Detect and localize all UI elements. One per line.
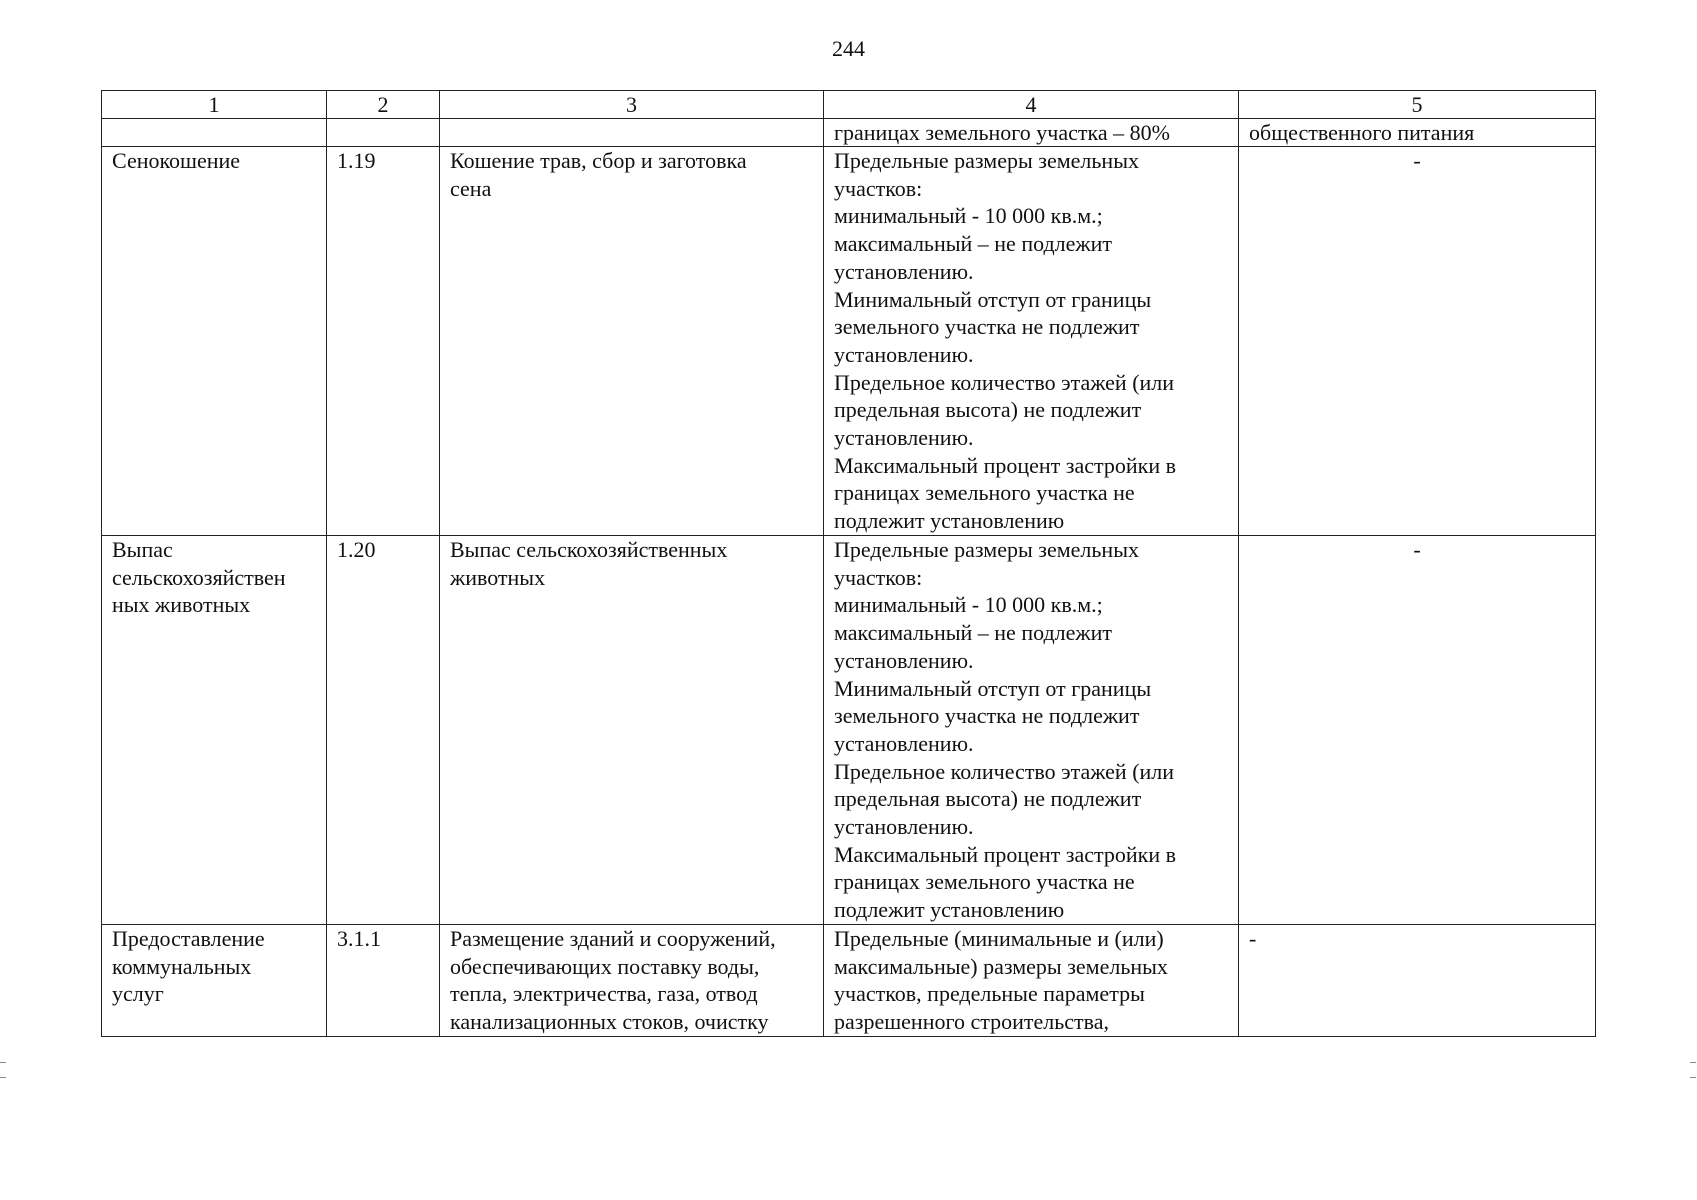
header-cell-4: 4 <box>824 91 1239 119</box>
left-margin-mark <box>0 1062 6 1078</box>
land-use-parameters: Предельные размеры земельных участков: минимальный - 10 000 кв.м.; максимальный – не подлежит установлению. Минимальный отступ от границы земельного участка не подлежит установлению. Предельное количество этажей (или предельная высота) не подлежит установлению. Максимальный процент застройки в границах земельного участка не подлежит установлению <box>824 536 1239 925</box>
land-use-description: Выпас сельскохозяйственных животных <box>440 536 824 925</box>
land-use-parameters: Предельные (минимальные и (или) максимальные) размеры земельных участков, предельные параметры разрешенного строительства, <box>824 925 1239 1037</box>
right-margin-mark <box>1690 1062 1696 1078</box>
header-cell-2: 2 <box>327 91 440 119</box>
continuation-cell-name <box>102 119 327 147</box>
land-use-parameters: Предельные размеры земельных участков: минимальный - 10 000 кв.м.; максимальный – не подлежит установлению. Минимальный отступ от границы земельного участка не подлежит установлению. Предельное количество этажей (или предельная высота) не подлежит установлению. Максимальный процент застройки в границах земельного участка не подлежит установлению <box>824 147 1239 536</box>
continuation-cell-parameters: границах земельного участка – 80% <box>824 119 1239 147</box>
continuation-row <box>102 119 1596 147</box>
land-use-code: 1.19 <box>327 147 440 536</box>
continuation-cell-code <box>327 119 440 147</box>
land-use-name: Сенокошение <box>102 147 327 536</box>
land-use-name: Предоставление коммунальных услуг <box>102 925 327 1037</box>
land-use-restrictions: - <box>1239 147 1596 536</box>
table-row <box>102 925 1596 1037</box>
table-row <box>102 147 1596 536</box>
table-header-row <box>102 91 1596 119</box>
continuation-cell-restrictions: общественного питания <box>1239 119 1596 147</box>
page-number: 244 <box>832 36 865 61</box>
land-use-description: Размещение зданий и сооружений, обеспечивающих поставку воды, тепла, электричества, газа, отвод канализационных стоков, очистку <box>440 925 824 1037</box>
land-use-code: 3.1.1 <box>327 925 440 1037</box>
continuation-cell-description <box>440 119 824 147</box>
land-use-name: Выпас сельскохозяйствен ных животных <box>102 536 327 925</box>
land-use-restrictions: - <box>1239 536 1596 925</box>
land-use-description: Кошение трав, сбор и заготовка сена <box>440 147 824 536</box>
land-use-code: 1.20 <box>327 536 440 925</box>
table-row <box>102 536 1596 925</box>
land-use-table <box>101 90 1596 1037</box>
header-cell-1: 1 <box>102 91 327 119</box>
land-use-restrictions: - <box>1239 925 1596 1037</box>
header-cell-3: 3 <box>440 91 824 119</box>
header-cell-5: 5 <box>1239 91 1596 119</box>
